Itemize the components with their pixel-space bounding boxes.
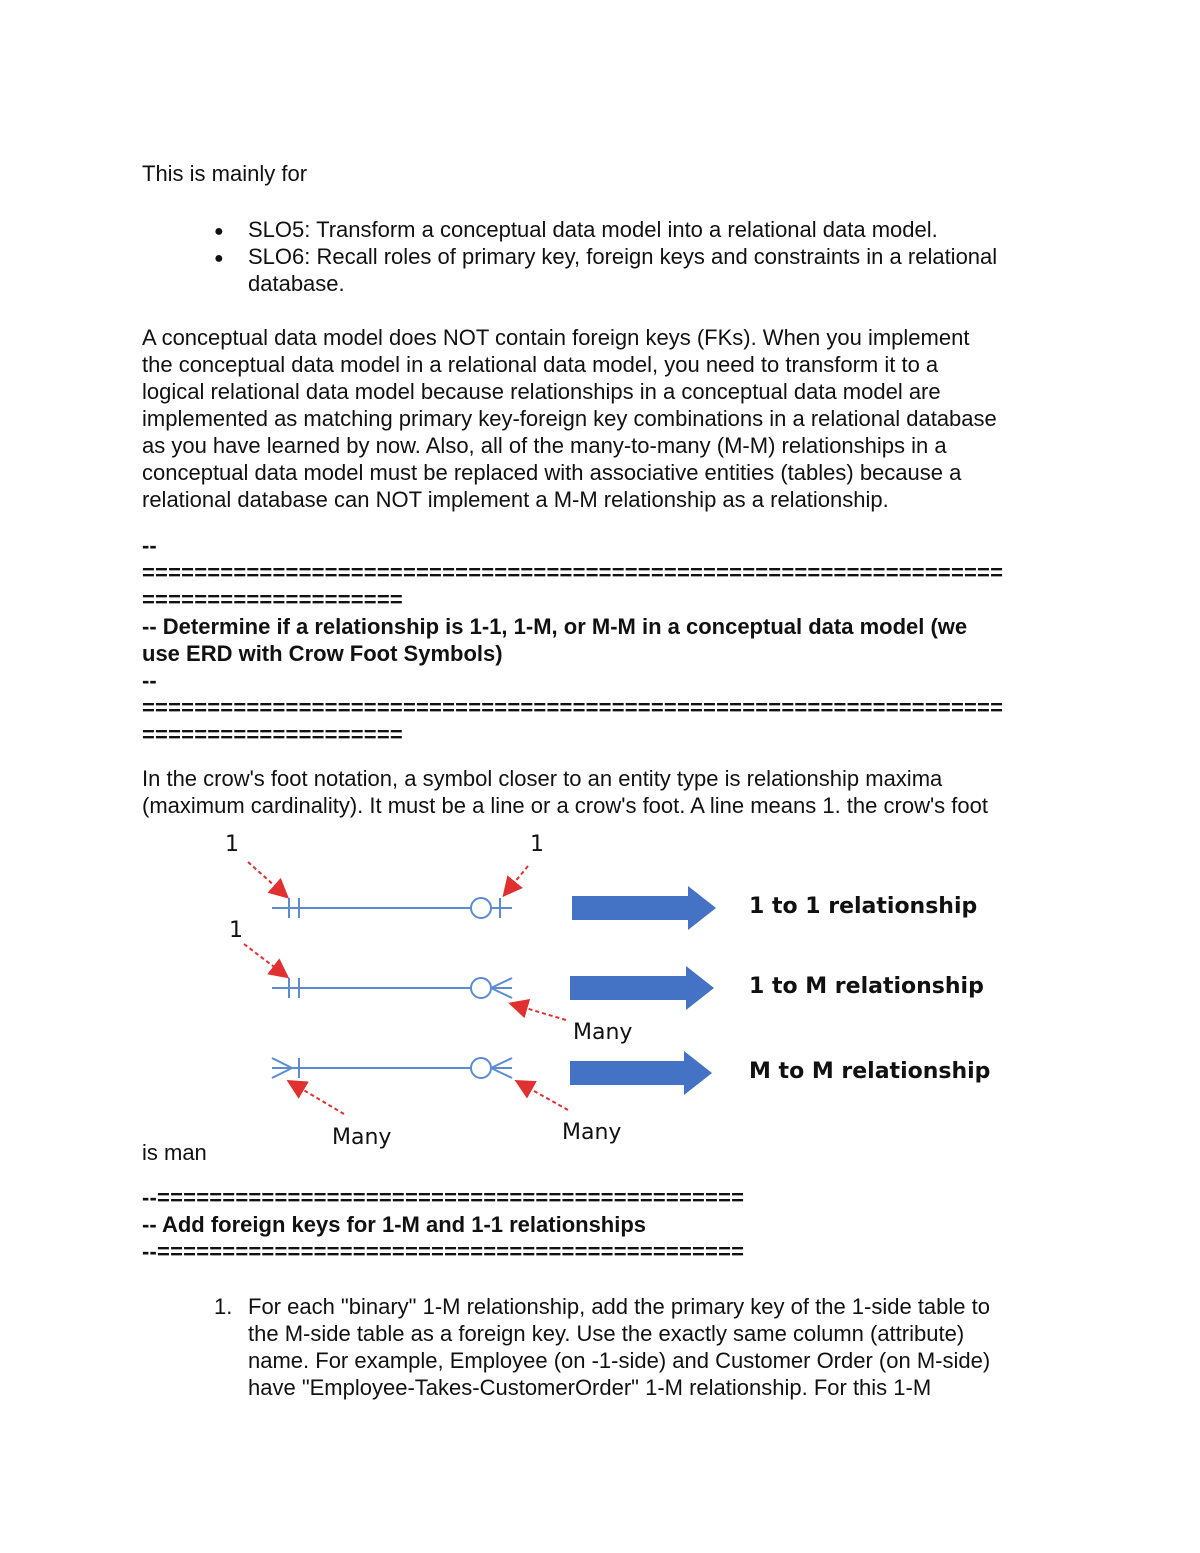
- list-line: have "Employee-Takes-CustomerOrder" 1-M relationship. For this 1-M: [248, 1375, 932, 1400]
- list-number: 1.: [214, 1294, 233, 1319]
- label-one: 1: [225, 832, 239, 857]
- para2-line: (maximum cardinality). It must be a line or a crow's foot. A line means 1. the crow's foot: [142, 793, 988, 818]
- section1-dash: --: [142, 533, 157, 558]
- pointer-arrow: [290, 1082, 344, 1114]
- para1-line: relational database can NOT implement a M-M relationship as a relationship.: [142, 487, 889, 512]
- section2-rule: --=============================================: [142, 1185, 745, 1210]
- label-many: Many: [562, 1120, 622, 1145]
- list-line: For each "binary" 1-M relationship, add the primary key of the 1-side table to: [248, 1294, 990, 1319]
- relationship-label: M to M relationship: [749, 1059, 991, 1084]
- block-arrow-icon: [570, 966, 714, 1010]
- pointer-arrow: [505, 866, 528, 894]
- section2-heading: -- Add foreign keys for 1-M and 1-1 relationships: [142, 1212, 647, 1237]
- para1-line: implemented as matching primary key-foreign key combinations in a relational database: [142, 406, 997, 431]
- para1-line: logical relational data model because relationships in a conceptual data model are: [142, 379, 941, 404]
- section1-rule: ==================================================================: [142, 695, 1004, 720]
- list-line: name. For example, Employee (on -1-side) and Customer Order (on M-side): [248, 1348, 991, 1373]
- slo6-text: SLO6: Recall roles of primary key, foreign keys and constraints in a relational: [248, 244, 998, 269]
- section1-rule: ====================: [142, 722, 403, 747]
- section1-rule: ==================================================================: [142, 560, 1004, 585]
- para1-line: conceptual data model must be replaced with associative entities (tables) because a: [142, 460, 962, 485]
- para1-line: the conceptual data model in a relational data model, you need to transform it to a: [142, 352, 939, 377]
- pointer-arrow: [518, 1082, 568, 1110]
- section1-heading: -- Determine if a relationship is 1-1, 1-M, or M-M in a conceptual data model (we: [142, 614, 968, 639]
- relationship-label: 1 to M relationship: [749, 974, 984, 999]
- erd-line-one-to-many: [272, 978, 512, 998]
- erd-line-many-to-many: [272, 1058, 512, 1078]
- para1-line: as you have learned by now. Also, all of the many-to-many (M-M) relationships in a: [142, 433, 947, 458]
- slo5-text: SLO5: Transform a conceptual data model into a relational data model.: [248, 217, 938, 242]
- section1-rule: ====================: [142, 587, 403, 612]
- erd-line-one-to-one: [272, 898, 512, 918]
- label-one: 1: [229, 918, 243, 943]
- bullet-icon: ●: [214, 250, 224, 267]
- section1-dash: --: [142, 668, 157, 693]
- bullet-icon: ●: [214, 223, 224, 240]
- relationship-label: 1 to 1 relationship: [749, 894, 978, 919]
- section2-rule: --=============================================: [142, 1239, 745, 1264]
- label-many: Many: [573, 1020, 633, 1045]
- label-one: 1: [530, 832, 544, 857]
- intro-text: This is mainly for: [142, 161, 308, 186]
- slo6-text-cont: database.: [248, 271, 345, 296]
- block-arrow-icon: [570, 1051, 712, 1095]
- pointer-arrow: [244, 944, 286, 976]
- label-many: Many: [332, 1125, 392, 1150]
- block-arrow-icon: [572, 886, 716, 930]
- section1-heading-cont: use ERD with Crow Foot Symbols): [142, 641, 503, 666]
- pointer-arrow: [248, 862, 286, 896]
- pointer-arrow: [512, 1004, 566, 1020]
- trail-text: is man: [142, 1140, 207, 1165]
- crows-foot-diagram: [0, 820, 1200, 1160]
- para2-line: In the crow's foot notation, a symbol closer to an entity type is relationship maxima: [142, 766, 943, 791]
- para1-line: A conceptual data model does NOT contain foreign keys (FKs). When you implement: [142, 325, 970, 350]
- list-line: the M-side table as a foreign key. Use the exactly same column (attribute): [248, 1321, 965, 1346]
